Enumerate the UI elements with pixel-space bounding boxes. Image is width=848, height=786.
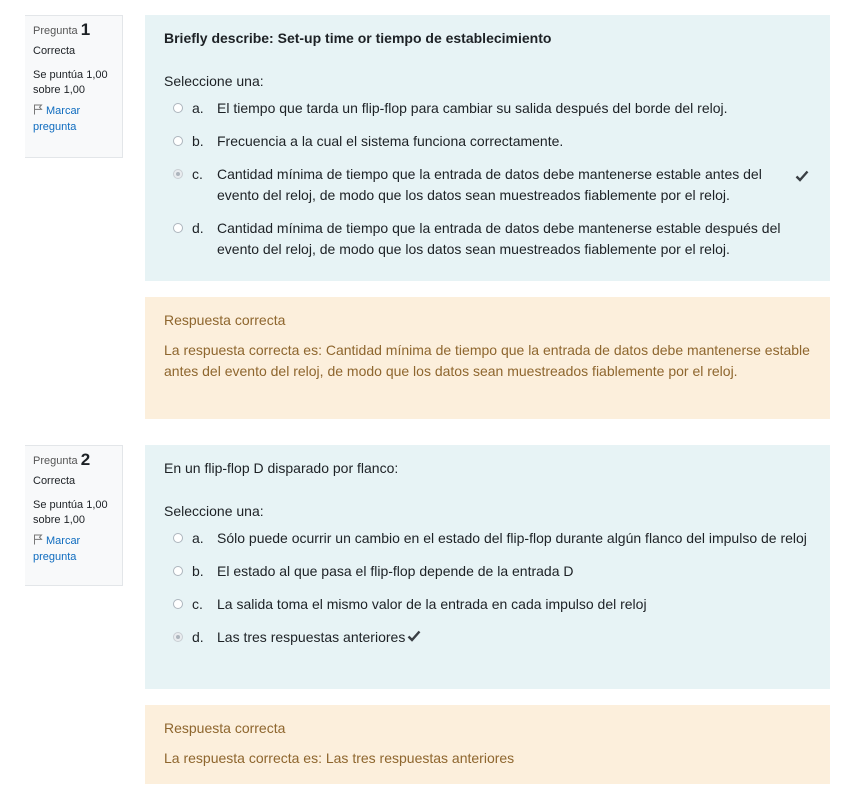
question-1-formulation [145,15,830,281]
correct-check-icon [407,627,421,648]
answer-text[interactable]: Sólo puede ocurrir un cambio en el estado del flip-flop durante algún flanco del impulso de reloj [217,530,807,546]
answer-option-a[interactable] [164,528,811,549]
question-1-feedback [145,297,830,419]
flag-icon[interactable] [33,104,43,120]
answer-letter: c. [192,596,203,612]
answer-letter: b. [192,133,204,149]
question-grade: Se puntúa 1,00 sobre 1,00 [33,69,108,96]
answer-text[interactable]: Cantidad mínima de tiempo que la entrada de datos debe mantenerse estable antes del evento del reloj, de modo que los datos sean muestreados fiablemente por el reloj. [217,166,762,203]
answer-text[interactable]: La salida toma el mismo valor de la entrada en cada impulso del reloj [217,596,647,612]
correct-check-icon [795,167,809,188]
answer-option-c[interactable] [164,164,811,206]
flag-question-link[interactable]: Marcar pregunta [33,105,81,133]
answer-letter: b. [192,563,204,579]
feedback-title: Respuesta correcta [164,312,286,328]
question-state: Correcta [33,475,76,487]
correct-answer-text: La respuesta correcta es: Las tres respuestas anteriores [164,750,515,766]
feedback-title: Respuesta correcta [164,720,286,736]
question-text: Briefly describe: Set-up time or tiempo de establecimiento [164,30,552,46]
radio-c[interactable] [173,169,183,179]
question-text: En un flip-flop D disparado por flanco: [164,460,399,476]
answer-option-d[interactable] [164,627,811,648]
question-1-info [25,15,123,158]
radio-d[interactable] [173,223,183,233]
flag-icon[interactable] [33,534,43,550]
correct-answer-text: La respuesta correcta es: Cantidad mínima de tiempo que la entrada de datos debe mantenerse estable antes del evento del reloj, de modo que los datos sean muestreados fiablemente por el reloj. [164,342,810,379]
question-2-info [25,445,123,586]
answer-option-a[interactable] [164,98,811,119]
answer-option-b[interactable] [164,131,811,152]
radio-d[interactable] [173,632,183,642]
radio-a[interactable] [173,103,183,113]
answer-letter: d. [192,629,204,645]
radio-b[interactable] [173,566,183,576]
answer-letter: d. [192,220,204,236]
radio-b[interactable] [173,136,183,146]
question-state: Correcta [33,45,76,57]
answer-letter: c. [192,166,203,182]
answer-letter: a. [192,530,204,546]
answer-text[interactable]: El tiempo que tarda un flip-flop para cambiar su salida después del borde del reloj. [217,100,728,116]
question-number: Pregunta 1 [33,20,91,39]
answer-letter: a. [192,100,204,116]
question-number: Pregunta 2 [33,450,91,469]
answer-option-c[interactable] [164,594,811,615]
answer-option-d[interactable] [164,218,811,260]
answer-text[interactable]: Las tres respuestas anteriores [217,627,811,648]
question-2-formulation [145,445,830,689]
answer-text[interactable]: Cantidad mínima de tiempo que la entrada de datos debe mantenerse estable después del evento del reloj, de modo que los datos sean muestreados fiablemente por el reloj. [217,220,781,257]
flag-question-link[interactable]: Marcar pregunta [33,535,81,563]
answer-prompt: Seleccione una: [164,73,264,89]
radio-c[interactable] [173,599,183,609]
question-grade: Se puntúa 1,00 sobre 1,00 [33,499,108,526]
answer-option-b[interactable] [164,561,811,582]
answer-prompt: Seleccione una: [164,503,264,519]
answer-text[interactable]: Frecuencia a la cual el sistema funciona correctamente. [217,133,564,149]
question-2-feedback [145,705,830,784]
radio-a[interactable] [173,533,183,543]
answer-text[interactable]: El estado al que pasa el flip-flop depende de la entrada D [217,563,574,579]
